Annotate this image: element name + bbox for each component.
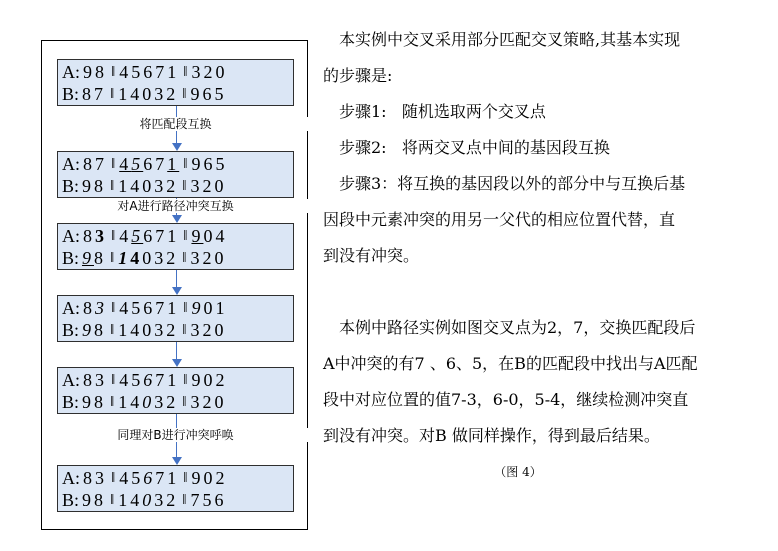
gene-segment	[190, 319, 226, 341]
segment-separator: ‖	[110, 86, 115, 102]
gene-digit: 8	[83, 468, 95, 488]
segment-separator: ‖	[111, 470, 116, 486]
gene-digit: 2	[202, 320, 215, 340]
segment-separator: ‖	[182, 394, 187, 410]
gene-digit: 2	[166, 84, 179, 104]
gene-digit: 3	[154, 248, 167, 268]
gene-digit: 2	[166, 176, 179, 196]
gene-segment	[83, 297, 107, 319]
gene-digit: 9	[82, 176, 95, 196]
step3-line2: 因段中元素冲突的用另一父代的相应位置代替，直	[323, 210, 676, 229]
step-label	[42, 117, 309, 131]
step2-text: 将两交叉点中间的基因段互换	[401, 138, 610, 157]
chromosome-label: A:	[62, 226, 80, 246]
gene-digit: 6	[143, 370, 156, 390]
gene-digit: 0	[203, 226, 216, 246]
gene-digit: 6	[214, 490, 227, 510]
gene-digit: 7	[155, 468, 168, 488]
gene-digit: 9	[191, 154, 204, 174]
gene-digit: 8	[83, 226, 95, 246]
chromosome-a	[62, 225, 293, 247]
gene-digit: 4	[119, 226, 132, 246]
gene-digit: 2	[202, 176, 215, 196]
chromosome-label: B:	[62, 84, 80, 104]
chromosome-label: A:	[62, 370, 80, 390]
gene-digit: 3	[154, 320, 167, 340]
chromosome-a	[62, 467, 293, 489]
step-label	[42, 428, 309, 442]
gene-digit: 0	[214, 248, 227, 268]
crossover-figure	[41, 40, 308, 530]
gene-digit: 4	[130, 248, 143, 268]
gene-digit: 4	[130, 392, 143, 412]
gene-segment	[118, 391, 178, 413]
gene-digit: 3	[154, 490, 167, 510]
gene-segment	[119, 467, 179, 489]
arrow-down-icon	[172, 359, 182, 367]
gene-segment	[83, 225, 107, 247]
chromosome-label: A:	[62, 62, 80, 82]
gene-segment	[190, 175, 226, 197]
segment-separator: ‖	[183, 372, 188, 388]
step-label	[42, 199, 309, 213]
gene-digit: 3	[154, 84, 167, 104]
gene-digit: 5	[131, 370, 144, 390]
chromosome-label: B:	[62, 176, 80, 196]
segment-separator: ‖	[110, 492, 115, 508]
gene-segment	[190, 247, 226, 269]
gene-digit: 9	[191, 298, 204, 318]
gene-segment	[83, 467, 107, 489]
gene-digit: 5	[131, 298, 144, 318]
gene-digit: 0	[215, 62, 228, 82]
step1	[323, 94, 743, 130]
gene-digit: 9	[82, 490, 95, 510]
gene-digit: 3	[95, 468, 107, 488]
gene-digit: 2	[202, 392, 215, 412]
gene-digit: 6	[143, 226, 156, 246]
sequence-box	[57, 295, 294, 342]
step2-label: 步骤2:	[339, 138, 387, 157]
gene-digit: 3	[190, 176, 203, 196]
gene-segment	[190, 391, 226, 413]
gene-digit: 1	[118, 84, 131, 104]
gene-digit: 9	[83, 62, 95, 82]
para1-line1: 本实例中交叉采用部分匹配交叉策略,其基本实现	[339, 30, 681, 49]
gene-digit: 4	[119, 154, 132, 174]
gene-digit: 5	[215, 154, 228, 174]
gene-digit: 5	[131, 226, 144, 246]
para1-line2: 的步骤是:	[323, 66, 393, 85]
gene-digit: 1	[167, 370, 180, 390]
gene-digit: 2	[215, 370, 228, 390]
para2-line1: 本例中路径实例如图交叉点为2，7，交换匹配段后	[339, 318, 696, 337]
gene-digit: 6	[143, 468, 156, 488]
gene-digit: 4	[119, 62, 132, 82]
step-label-text: 同理对B进行冲突呼唤	[117, 427, 234, 442]
gene-digit: 8	[82, 84, 95, 104]
segment-separator: ‖	[110, 322, 115, 338]
chromosome-b	[62, 391, 293, 413]
gene-segment	[118, 175, 178, 197]
gene-digit: 1	[118, 392, 131, 412]
gene-digit: 8	[94, 176, 107, 196]
gene-digit: 0	[142, 490, 155, 510]
gene-segment	[82, 83, 106, 105]
gene-segment	[191, 61, 227, 83]
gene-segment	[119, 297, 179, 319]
sequence-box	[57, 59, 294, 106]
segment-separator: ‖	[111, 64, 116, 80]
gene-digit: 8	[94, 320, 107, 340]
gene-digit: 4	[119, 298, 132, 318]
gene-segment	[119, 369, 179, 391]
chromosome-a	[62, 369, 293, 391]
gene-digit: 5	[131, 154, 144, 174]
gene-digit: 6	[203, 154, 216, 174]
segment-separator: ‖	[111, 372, 116, 388]
gene-digit: 7	[94, 84, 107, 104]
step3-line1: 步骤3：将互换的基因段以外的部分中与互换后基	[339, 174, 686, 193]
gene-digit: 3	[154, 392, 167, 412]
gene-digit: 2	[166, 392, 179, 412]
gene-segment	[83, 153, 107, 175]
gene-segment	[191, 467, 227, 489]
arrow-down-icon	[172, 143, 182, 151]
gene-digit: 1	[118, 176, 131, 196]
gene-digit: 2	[166, 248, 179, 268]
gene-digit: 0	[203, 370, 216, 390]
segment-separator: ‖	[182, 322, 187, 338]
gene-segment	[191, 153, 227, 175]
explanation-text	[323, 22, 743, 480]
gene-digit: 4	[119, 468, 132, 488]
gene-segment	[119, 225, 179, 247]
gene-digit: 0	[214, 176, 227, 196]
chromosome-a	[62, 61, 293, 83]
gene-digit: 0	[203, 298, 216, 318]
gene-segment	[118, 489, 178, 511]
gene-digit: 8	[95, 62, 107, 82]
gene-digit: 4	[130, 84, 143, 104]
gene-digit: 7	[155, 62, 168, 82]
gene-digit: 8	[83, 298, 95, 318]
gene-digit: 3	[95, 298, 107, 318]
chromosome-label: B:	[62, 248, 80, 268]
gene-digit: 9	[82, 392, 95, 412]
gene-digit: 1	[167, 468, 180, 488]
gene-digit: 0	[203, 468, 216, 488]
gene-digit: 3	[190, 320, 203, 340]
chromosome-b	[62, 175, 293, 197]
gene-digit: 5	[131, 62, 144, 82]
gene-digit: 1	[118, 490, 131, 510]
gene-segment	[191, 225, 227, 247]
chromosome-a	[62, 153, 293, 175]
segment-separator: ‖	[183, 156, 188, 172]
gene-digit: 2	[166, 490, 179, 510]
gene-segment	[82, 247, 106, 269]
segment-separator: ‖	[183, 300, 188, 316]
gene-segment	[118, 247, 178, 269]
gene-digit: 1	[215, 298, 228, 318]
gene-segment	[83, 61, 107, 83]
gene-segment	[83, 369, 107, 391]
gene-digit: 7	[95, 154, 107, 174]
gene-segment	[82, 319, 106, 341]
segment-separator: ‖	[111, 228, 116, 244]
gene-digit: 3	[190, 248, 203, 268]
segment-separator: ‖	[111, 156, 116, 172]
gene-digit: 3	[95, 370, 107, 390]
segment-separator: ‖	[182, 250, 187, 266]
gene-digit: 0	[142, 320, 155, 340]
gene-digit: 8	[94, 392, 107, 412]
gene-digit: 4	[119, 370, 132, 390]
gene-digit: 6	[202, 84, 215, 104]
gene-digit: 2	[202, 248, 215, 268]
gene-digit: 4	[215, 226, 228, 246]
segment-separator: ‖	[110, 250, 115, 266]
gene-digit: 5	[214, 84, 227, 104]
arrow-down-icon	[172, 457, 182, 465]
gene-digit: 0	[214, 320, 227, 340]
gene-digit: 6	[143, 154, 156, 174]
segment-separator: ‖	[183, 64, 188, 80]
chromosome-label: A:	[62, 298, 80, 318]
gene-digit: 3	[95, 226, 107, 246]
gene-segment	[118, 319, 178, 341]
para2-line3: 段中对应位置的值7-3，6-0，5-4，继续检测冲突直	[323, 390, 689, 409]
arrow-down-icon	[172, 215, 182, 223]
gene-digit: 9	[191, 370, 204, 390]
chromosome-b	[62, 489, 293, 511]
gene-digit: 7	[155, 298, 168, 318]
step-label-text: 将匹配段互换	[139, 116, 212, 131]
chromosome-label: B:	[62, 392, 80, 412]
gene-segment	[190, 489, 226, 511]
segment-separator: ‖	[182, 178, 187, 194]
step1-text: 随机选取两个交叉点	[401, 102, 546, 121]
gene-digit: 0	[142, 248, 155, 268]
chromosome-b	[62, 247, 293, 269]
sequence-box	[57, 223, 294, 270]
gene-digit: 2	[166, 320, 179, 340]
gene-digit: 2	[215, 468, 228, 488]
chromosome-b	[62, 319, 293, 341]
chromosome-b	[62, 83, 293, 105]
gene-digit: 2	[203, 62, 216, 82]
gene-digit: 5	[131, 468, 144, 488]
gene-digit: 9	[82, 248, 95, 268]
gene-digit: 0	[142, 176, 155, 196]
gene-digit: 4	[130, 320, 143, 340]
segment-separator: ‖	[110, 394, 115, 410]
connector-line	[176, 270, 177, 287]
gene-digit: 7	[190, 490, 203, 510]
gene-digit: 9	[82, 320, 95, 340]
gene-digit: 1	[167, 298, 180, 318]
gene-digit: 4	[130, 176, 143, 196]
segment-separator: ‖	[182, 492, 187, 508]
sequence-box	[57, 151, 294, 198]
gene-digit: 1	[167, 226, 180, 246]
connector-line	[176, 342, 177, 359]
gene-segment	[191, 297, 227, 319]
gene-digit: 6	[143, 298, 156, 318]
para2-line2: A中冲突的有7 、6、5，在B的匹配段中找出与A匹配	[323, 354, 698, 373]
gene-digit: 0	[214, 392, 227, 412]
step2	[323, 130, 743, 166]
gene-segment	[82, 175, 106, 197]
gene-segment	[82, 391, 106, 413]
chromosome-label: A:	[62, 154, 80, 174]
gene-digit: 8	[94, 248, 107, 268]
gene-digit: 1	[167, 154, 180, 174]
gene-digit: 1	[118, 320, 131, 340]
step3-line3: 到没有冲突。	[323, 246, 420, 265]
gene-digit: 7	[155, 226, 168, 246]
segment-separator: ‖	[183, 228, 188, 244]
gene-segment	[118, 83, 178, 105]
gene-segment	[190, 83, 226, 105]
segment-separator: ‖	[182, 86, 187, 102]
gene-digit: 4	[130, 490, 143, 510]
segment-separator: ‖	[110, 178, 115, 194]
chromosome-label: B:	[62, 490, 80, 510]
gene-digit: 6	[143, 62, 156, 82]
sequence-box	[57, 367, 294, 414]
gene-digit: 1	[118, 248, 131, 268]
gene-digit: 0	[142, 392, 155, 412]
gene-digit: 1	[167, 62, 180, 82]
gene-digit: 3	[191, 62, 204, 82]
gene-digit: 3	[190, 392, 203, 412]
gene-segment	[119, 153, 179, 175]
chromosome-label: A:	[62, 468, 80, 488]
step-label-text: 对A进行路径冲突互换	[117, 198, 234, 213]
gene-digit: 9	[190, 84, 203, 104]
segment-separator: ‖	[111, 300, 116, 316]
arrow-down-icon	[172, 287, 182, 295]
gene-digit: 9	[191, 226, 204, 246]
gene-digit: 7	[155, 154, 168, 174]
gene-digit: 8	[83, 370, 95, 390]
segment-separator: ‖	[183, 470, 188, 486]
step1-label: 步骤1:	[339, 102, 387, 121]
gene-digit: 8	[83, 154, 95, 174]
gene-digit: 3	[154, 176, 167, 196]
gene-digit: 0	[142, 84, 155, 104]
gene-digit: 5	[202, 490, 215, 510]
gene-digit: 7	[155, 370, 168, 390]
para2-line4: 到没有冲突。对B 做同样操作，得到最后结果。	[323, 426, 660, 445]
gene-segment	[82, 489, 106, 511]
figure-caption: （图 4）	[494, 465, 542, 479]
gene-segment	[191, 369, 227, 391]
gene-segment	[119, 61, 179, 83]
chromosome-label: B:	[62, 320, 80, 340]
sequence-box	[57, 465, 294, 512]
gene-digit: 8	[94, 490, 107, 510]
chromosome-a	[62, 297, 293, 319]
gene-digit: 9	[191, 468, 204, 488]
